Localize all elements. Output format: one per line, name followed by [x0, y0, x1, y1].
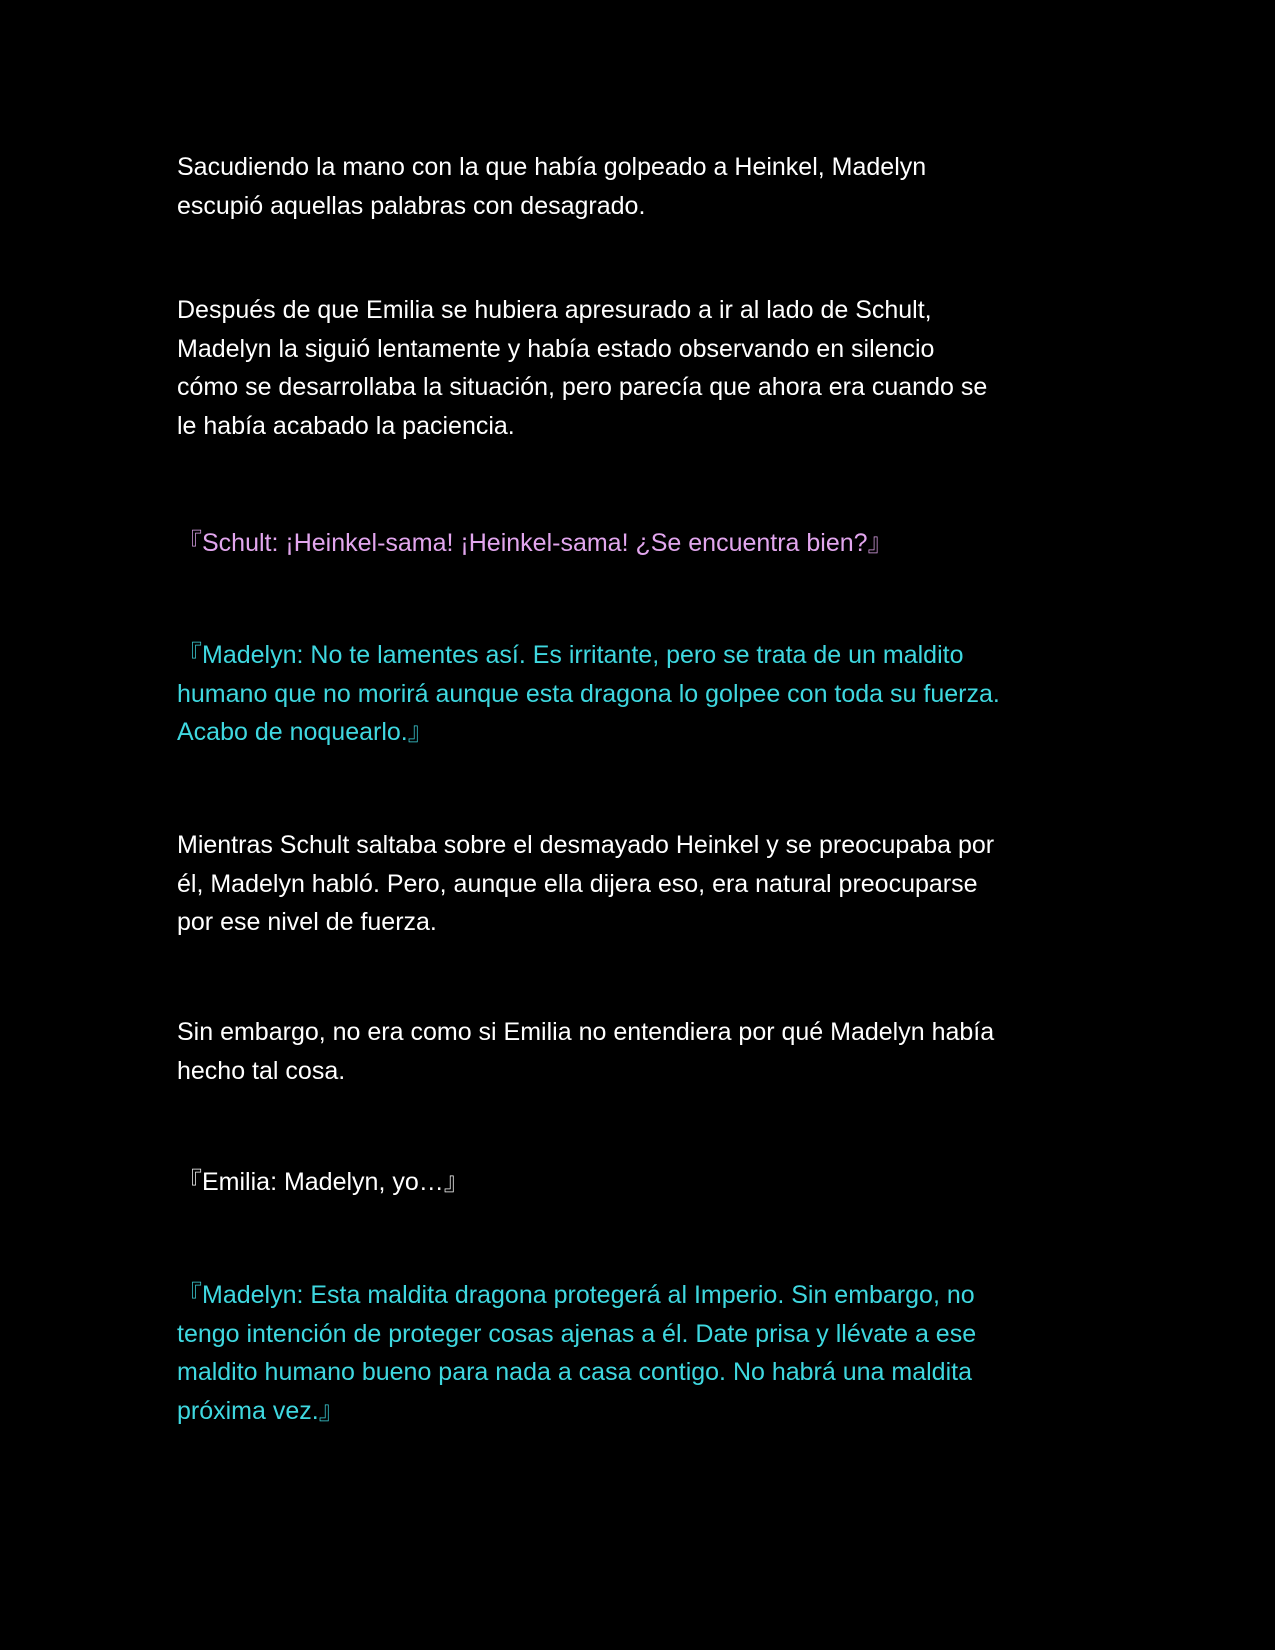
text-line: tengo intención de proteger cosas ajenas a él. Date prisa y llévate a ese: [177, 1319, 977, 1348]
narration-paragraph-2: [177, 291, 1117, 445]
text-line: escupió aquellas palabras con desagrado.: [177, 191, 646, 220]
narration-paragraph-1: [177, 148, 1117, 225]
text-line: 『Schult: ¡Heinkel-sama! ¡Heinkel-sama! ¿Se encuentra bien?』: [177, 529, 893, 557]
text-line: 『Madelyn: Esta maldita dragona protegerá al Imperio. Sin embargo, no: [177, 1281, 975, 1309]
text-line: Madelyn la siguió lentamente y había estado observando en silencio: [177, 334, 935, 363]
text-line: 『Madelyn: No te lamentes así. Es irritante, pero se trata de un maldito: [177, 641, 964, 669]
narration-paragraph-3: [177, 826, 1117, 942]
dialogue-madelyn-2: [177, 1276, 1117, 1430]
text-line: Después de que Emilia se hubiera apresurado a ir al lado de Schult,: [177, 296, 932, 324]
text-line: maldito humano bueno para nada a casa contigo. No habrá una maldita: [177, 1358, 972, 1386]
text-line: 『Emilia: Madelyn, yo…』: [177, 1168, 469, 1196]
text-line: hecho tal cosa.: [177, 1056, 346, 1085]
text-line: Mientras Schult saltaba sobre el desmayado Heinkel y se preocupaba por: [177, 831, 995, 859]
text-line: le había acabado la paciencia.: [177, 411, 515, 440]
text-line: Acabo de noquearlo.』: [177, 718, 433, 746]
text-line: por ese nivel de fuerza.: [177, 908, 437, 936]
text-line: cómo se desarrollaba la situación, pero parecía que ahora era cuando se: [177, 373, 988, 401]
text-line: próxima vez.』: [177, 1396, 344, 1425]
dialogue-madelyn-1: [177, 636, 1117, 752]
text-line: humano que no morirá aunque esta dragona lo golpee con toda su fuerza.: [177, 679, 1000, 708]
text-line: Sin embargo, no era como si Emilia no entendiera por qué Madelyn había: [177, 1018, 995, 1046]
dialogue-emilia: [177, 1163, 1117, 1202]
dialogue-schult: [177, 524, 1117, 563]
text-line: él, Madelyn habló. Pero, aunque ella dijera eso, era natural preocuparse: [177, 869, 978, 898]
narration-paragraph-4: [177, 1013, 1117, 1090]
text-line: Sacudiendo la mano con la que había golpeado a Heinkel, Madelyn: [177, 153, 927, 181]
